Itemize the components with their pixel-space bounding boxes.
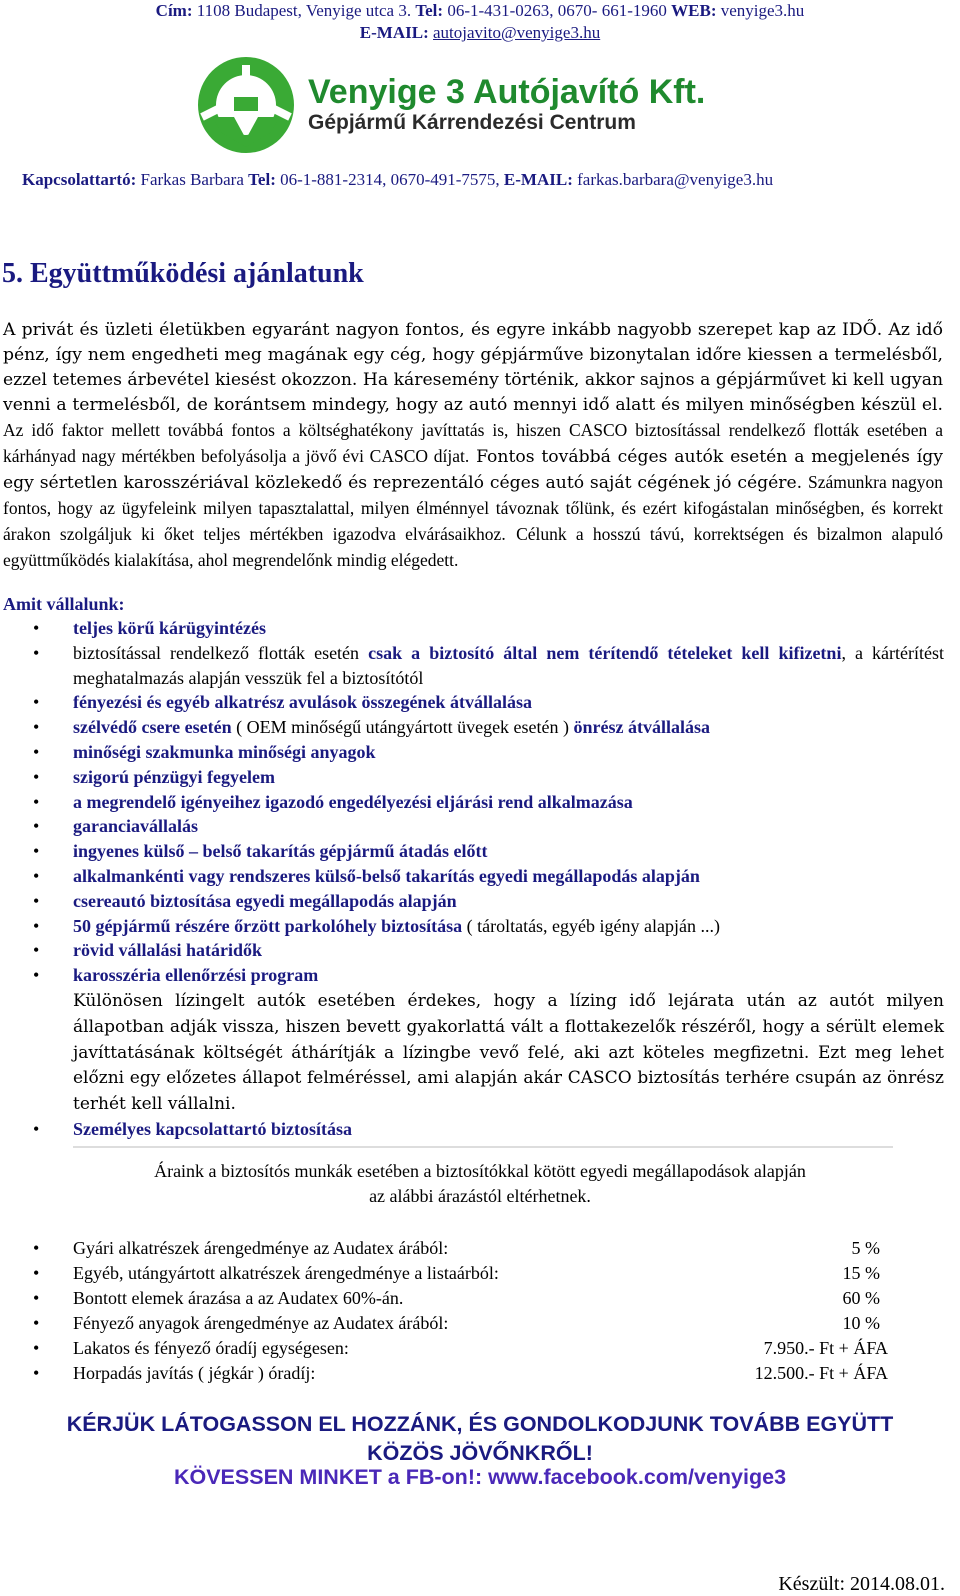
intro-p6: Célunk a hosszú távú, korrektségen és bizalmon alapuló együttműködés kialakítása, ahol megrendelőnk mindig elégedett. bbox=[3, 524, 943, 570]
price-row: • Fényező anyagok árengedménye az Audatex árából: 10 % bbox=[0, 1311, 900, 1336]
list-item: • alkalmankénti vagy rendszeres külső-belső takarítás egyedi megállapodás alapján bbox=[0, 864, 944, 889]
price-row: • Lakatos és fényező óradíj egységesen: 7.950.- Ft + ÁFA bbox=[0, 1336, 900, 1361]
list-item: • Személyes kapcsolattartó biztosítása bbox=[0, 1117, 944, 1142]
email-label: E-MAIL: bbox=[359, 23, 429, 42]
price-row: • Gyári alkatrészek árengedménye az Audatex árából: 5 % bbox=[0, 1236, 900, 1261]
intro-p3: Az idő faktor mellett továbbá fontos a költséghatékony javíttatás is, hiszen CASCO biztosítással rendelkező flották esetében a kárhányad nagy mértékben befolyásolja a jövő évi CASCO díjat. bbox=[3, 420, 943, 466]
list-item: • a megrendelő igényeihez igazodó engedélyezési eljárási rend alkalmazása bbox=[0, 790, 944, 815]
website: venyige3.hu bbox=[720, 1, 805, 20]
contact-line bbox=[22, 170, 952, 190]
steering-wheel-icon bbox=[198, 57, 294, 153]
intro-paragraph bbox=[3, 318, 943, 574]
intro-p4: Fontos továbbá céges autók esetén a megjelenés így egy sértetlen karosszériával közlekedő és reprezentáló céges autó saját cégének jó cégére. bbox=[3, 447, 943, 493]
contact-email-label: E-MAIL: bbox=[503, 170, 573, 189]
list-item: • 50 gépjármű részére őrzött parkolóhely biztosítása ( tároltatás, egyéb igény alapján ...) bbox=[0, 914, 944, 939]
price-row: • Bontott elemek árazása a az Audatex 60%-án. 60 % bbox=[0, 1286, 900, 1311]
intro-p2: Ha káresemény történik, akkor sajnos a gépjárművet ki kell ugyan venni a termelésből, de korántsem mindegy, hogy az autó mennyi idő alatt és milyen minőségben készül el. bbox=[3, 370, 944, 415]
web-label: WEB: bbox=[671, 1, 717, 20]
header-line-1 bbox=[0, 0, 960, 22]
date-made: Készült: 2014.08.01. bbox=[778, 1573, 945, 1595]
list-item: • csereautó biztosítása egyedi megállapodás alapján bbox=[0, 889, 944, 914]
price-row: • Egyéb, utángyártott alkatrészek árengedménye a listaárból: 15 % bbox=[0, 1261, 900, 1286]
intro-p5: Számunkra nagyon fontos, hogy az ügyfeleink milyen tapasztalattal, milyen élménnyel távoznak tőlünk, és ezért kifogástalan minőségben, és korrekt árakon szolgáljuk ki őket teljes mértékben igazodva elvárásaikhoz. bbox=[3, 472, 943, 544]
list-item: • ingyenes külső – belső takarítás gépjármű átadás előtt bbox=[0, 839, 944, 864]
facebook-link[interactable]: KÖVESSEN MINKET a FB-on!: www.facebook.com/venyige3 bbox=[173, 1465, 787, 1489]
call-to-action: KÉRJÜK LÁTOGASSON EL HOZZÁNK, ÉS GONDOLKODJUNK TOVÁBB EGYÜTT KÖZÖS JÖVŐNKRŐL! bbox=[66, 1412, 894, 1465]
contact-person: Farkas Barbara bbox=[140, 170, 244, 189]
address: 1108 Budapest, Venyige utca 3. bbox=[196, 1, 412, 20]
section-title: 5. Együttműködési ajánlatunk bbox=[2, 258, 364, 289]
contact-tel-label: Tel: bbox=[248, 170, 276, 189]
email-link[interactable]: autojavito@venyige3.hu bbox=[433, 23, 601, 42]
commitments-list bbox=[0, 616, 944, 1142]
list-item: • szigorú pénzügyi fegyelem bbox=[0, 765, 944, 790]
company-logo bbox=[190, 55, 750, 155]
list-item: • teljes körű kárügyintézés bbox=[0, 616, 944, 641]
list-item: • fényezési és egyéb alkatrész avulások összegének átvállalása bbox=[0, 690, 944, 715]
list-item: • szélvédő csere esetén ( OEM minőségű utángyártott üvegek esetén ) önrész átvállalása bbox=[0, 715, 944, 740]
address-label: Cím: bbox=[155, 1, 193, 20]
list-item: • biztosítással rendelkező flották esetén csak a biztosító által nem térítendő tételeket kell kifizetni, a kártérítést meghatalmazás alapján vesszük fel a biztosítótól bbox=[0, 641, 944, 691]
list-item: • minőségi szakmunka minőségi anyagok bbox=[0, 740, 944, 765]
list-item: • garanciavállalás bbox=[0, 814, 944, 839]
divider bbox=[73, 1146, 893, 1148]
logo-company-text: Venyige 3 Autójavító Kft. bbox=[308, 73, 706, 111]
contact-phone: 06-1-881-2314, 0670-491-7575, bbox=[280, 170, 500, 189]
contact-person-label: Kapcsolattartó: bbox=[22, 170, 137, 189]
phone: 06-1-431-0263, 0670- 661-1960 bbox=[447, 1, 667, 20]
price-row: • Horpadás javítás ( jégkár ) óradíj: 12.500.- Ft + ÁFA bbox=[0, 1361, 900, 1386]
karosszeria-description: Különösen lízingelt autók esetében érdekes, hogy a lízing idő lejárata után az autót milyen állapotban adják vissza, hiszen bevett gyakorlattá vált a flottakezelők részéről, hogy a sérült elemek javíttatásának költségét áthárítják a lízingbe vevő felé, aki azt köteles megfizetni. Ezt meg lehet előzni egy előzetes állapot felméréssel, ami alapján akár CASCO biztosítás terhére csupán az önrész terhét kell vállalni. bbox=[73, 990, 944, 1115]
tel-label: Tel: bbox=[415, 1, 444, 20]
contact-email: farkas.barbara@venyige3.hu bbox=[577, 170, 774, 189]
pricing-note: Áraink a biztosítós munkák esetében a biztosítókkal kötött egyedi megállapodások alapján az alábbi árazástól eltérhetnek. bbox=[154, 1161, 806, 1206]
commitments-title: Amit vállalunk: bbox=[3, 594, 125, 614]
logo-tagline-text: Gépjármű Kárrendezési Centrum bbox=[308, 111, 636, 134]
intro-p1: A privát és üzleti életükben egyaránt nagyon fontos, és egyre inkább nagyobb szerepet kap az IDŐ. Az idő pénz, így nem engedheti meg magának egy cég, hogy gépjárműve bizonytalan időre kiessen a termelésből, ezzel tetemes árbevétel kiesést okozzon. bbox=[3, 320, 943, 390]
list-item: • rövid vállalási határidők bbox=[0, 938, 944, 963]
price-list bbox=[0, 1236, 900, 1386]
list-item: • karosszéria ellenőrzési program Különösen lízingelt autók esetében érdekes, hogy a lízing idő lejárata után az autót milyen állapotban adják vissza, hiszen bevett gyakorlattá vált a flottakezelők részéről, hogy a sérült elemek javíttatásának költségét áthárítják a lízingbe vevő felé, aki azt köteles megfizetni. Ezt meg lehet előzni egy előzetes állapot felméréssel, ami alapján akár CASCO biztosítás terhére csupán az önrész terhét kell vállalni. bbox=[0, 963, 944, 1117]
header-line-2 bbox=[0, 22, 960, 44]
